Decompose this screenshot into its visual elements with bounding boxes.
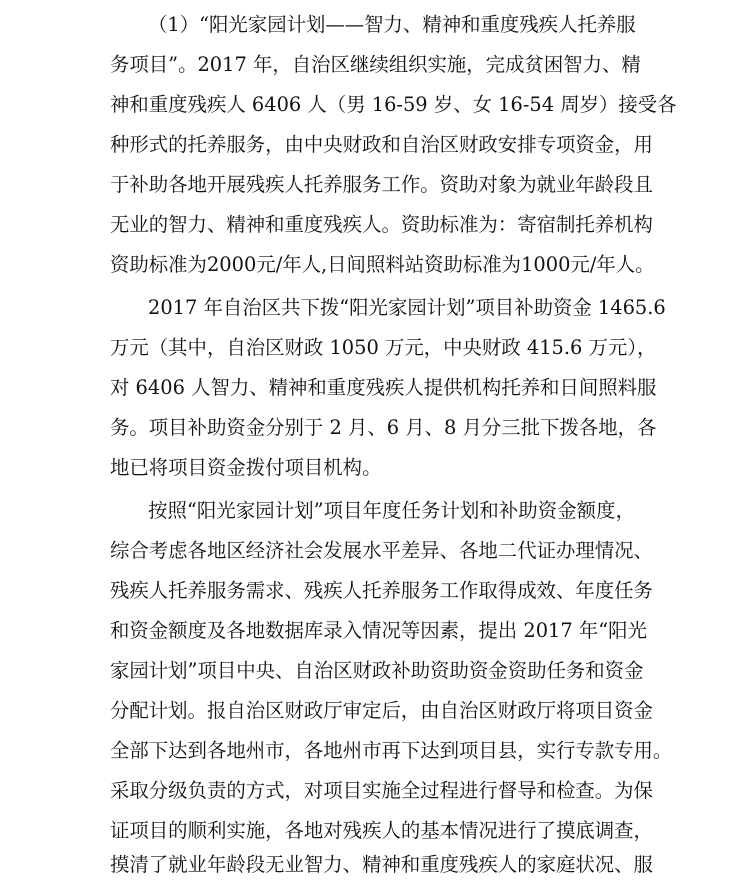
text-line: 对 6406 人智力、精神和重度残疾人提供机构托养和日间照料服: [110, 376, 657, 399]
text-line: 残疾人托养服务需求、残疾人托养服务工作取得成效、年度任务: [110, 579, 653, 602]
text-line: 和资金额度及各地数据库录入情况等因素，提出 2017 年“阳光: [110, 619, 647, 642]
text-line: 地已将项目资金拨付项目机构。: [110, 456, 382, 479]
text-line: 神和重度残疾人 6406 人（男 16-59 岁、女 16-54 周岁）接受各: [110, 93, 677, 116]
text-line: 务。项目补助资金分别于 2 月、6 月、8 月分三批下拨各地，各: [110, 416, 657, 439]
text-line: 务项目”。2017 年，自治区继续组织实施，完成贫困智力、精: [110, 53, 641, 76]
text-line: （1）“阳光家园计划——智力、精神和重度残疾人托养服: [148, 13, 636, 36]
text-line: 2017 年自治区共下拨“阳光家园计划”项目补助资金 1465.6: [148, 296, 666, 319]
text-line: 家园计划”项目中央、自治区财政补助资助资金资助任务和资金: [110, 659, 644, 682]
text-line: 种形式的托养服务，由中央财政和自治区财政安排专项资金，用: [110, 133, 653, 156]
text-line: 全部下达到各地州市，各地州市再下达到项目县，实行专款专用。: [110, 739, 673, 762]
text-line: 采取分级负责的方式，对项目实施全过程进行督导和检查。为保: [110, 779, 653, 802]
text-line: 综合考虑各地区经济社会发展水平差异、各地二代证办理情况、: [110, 539, 653, 562]
text-line: 于补助各地开展残疾人托养服务工作。资助对象为就业年龄段且: [110, 173, 653, 196]
text-line: 资助标准为2000元/年人,日间照料站资助标准为1000元/年人。: [110, 253, 655, 276]
text-line: 无业的智力、精神和重度残疾人。资助标准为：寄宿制托养机构: [110, 213, 653, 236]
text-line: 按照“阳光家园计划”项目年度任务计划和补助资金额度，: [148, 499, 635, 522]
text-line: 摸清了就业年龄段无业智力、精神和重度残疾人的家庭状况、服: [110, 853, 653, 876]
text-line: 万元（其中，自治区财政 1050 万元，中央财政 415.6 万元），: [110, 336, 657, 359]
text-line: 证项目的顺利实施，各地对残疾人的基本情况进行了摸底调查，: [110, 819, 653, 842]
text-line: 分配计划。报自治区财政厅审定后，由自治区财政厅将项目资金: [110, 699, 653, 722]
